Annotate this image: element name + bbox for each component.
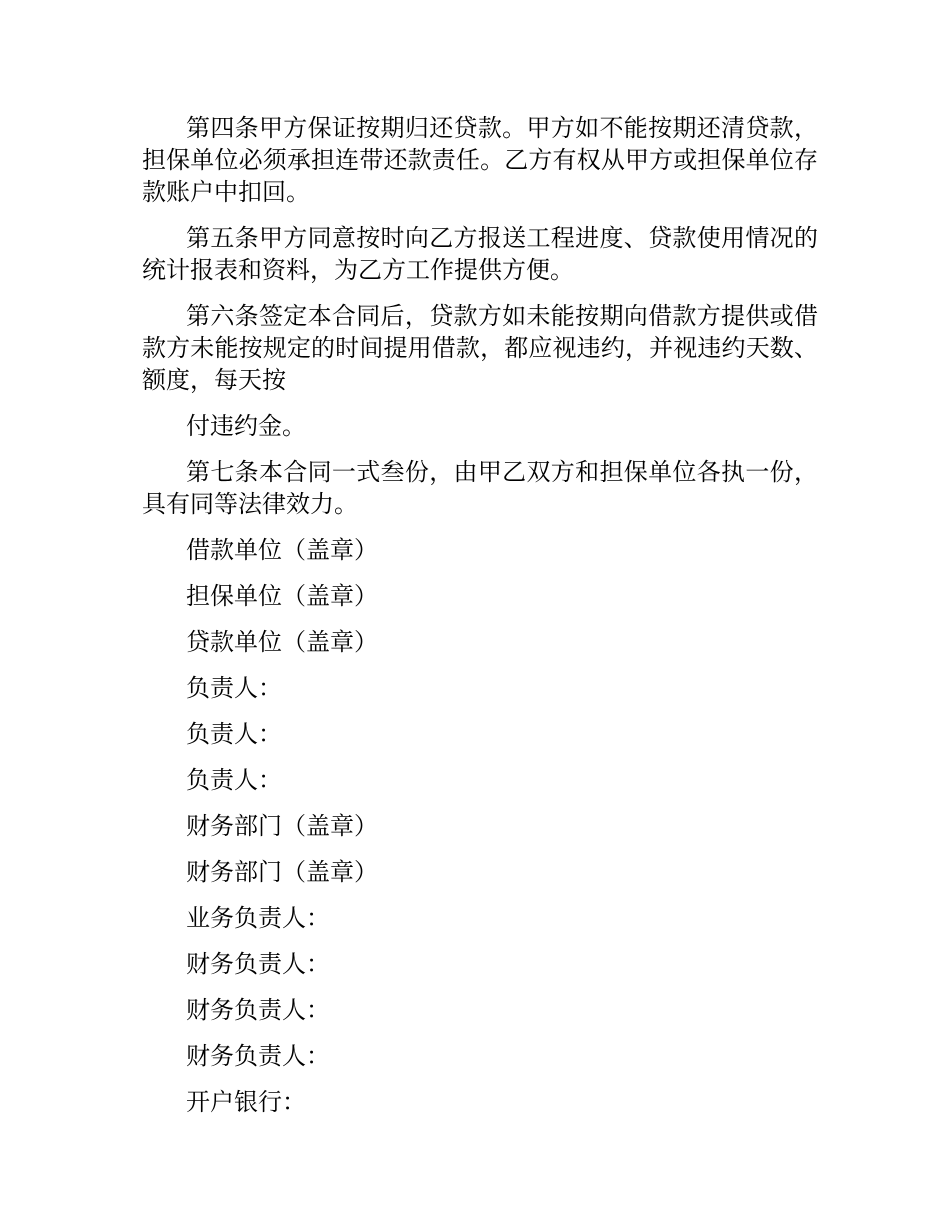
article-7: 第七条本合同一式叁份，由甲乙双方和担保单位各执一份，具有同等法律效力。 (142, 458, 818, 518)
guarantor-seal-field: 担保单位（盖章） (186, 582, 378, 610)
article-6: 第六条签定本合同后，贷款方如未能按期向借款方提供或借款方未能按规定的时间提用借款，都应视违约，并视违约天数、额度，每天按 (142, 302, 818, 394)
finance-person-in-charge-1: 财务负责人： (186, 950, 330, 978)
finance-dept-seal-1: 财务部门（盖章） (186, 812, 378, 840)
business-person-in-charge: 业务负责人： (186, 904, 330, 932)
borrower-person-in-charge: 负责人： (186, 674, 282, 702)
finance-person-in-charge-3: 财务负责人： (186, 1042, 330, 1070)
lender-seal-field: 贷款单位（盖章） (186, 628, 378, 656)
finance-person-in-charge-2: 财务负责人： (186, 996, 330, 1024)
guarantor-person-in-charge: 负责人： (186, 720, 282, 748)
article-5: 第五条甲方同意按时向乙方报送工程进度、贷款使用情况的统计报表和资料，为乙方工作提供方便。 (142, 224, 818, 284)
opening-bank-field: 开户银行： (186, 1088, 306, 1116)
borrower-seal-field: 借款单位（盖章） (186, 536, 378, 564)
article-6-continuation: 付违约金。 (186, 412, 306, 440)
article-4: 第四条甲方保证按期归还贷款。甲方如不能按期还清贷款，担保单位必须承担连带还款责任。乙方有权从甲方或担保单位存款账户中扣回。 (142, 114, 818, 206)
finance-dept-seal-2: 财务部门（盖章） (186, 858, 378, 886)
document-page (142, 112, 818, 1132)
lender-person-in-charge: 负责人： (186, 766, 282, 794)
